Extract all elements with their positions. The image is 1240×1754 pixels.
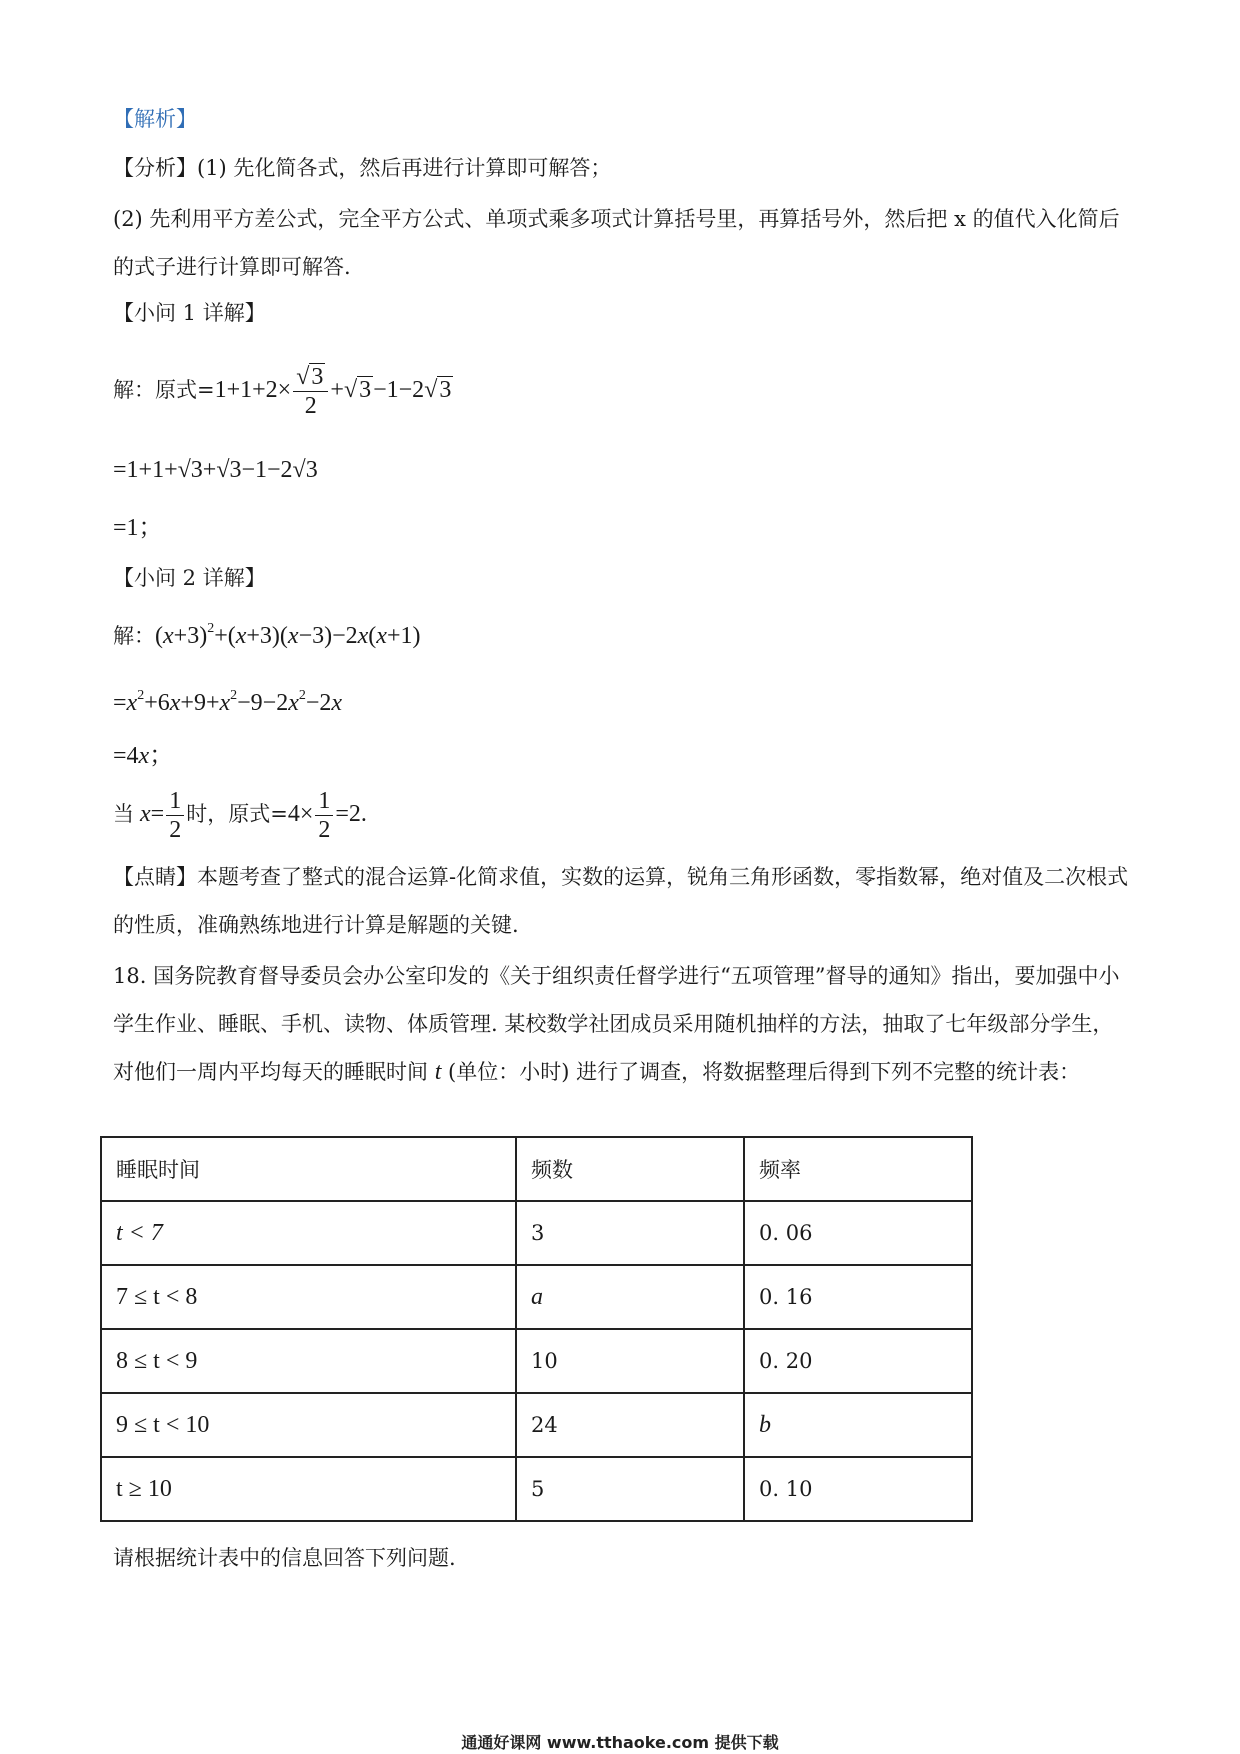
table-row xyxy=(101,1265,972,1329)
table-header-cell: 睡眠时间 xyxy=(101,1137,516,1201)
table-row xyxy=(101,1329,972,1393)
table-cell: 5 xyxy=(516,1457,744,1521)
table-row xyxy=(101,1457,972,1521)
table-row xyxy=(101,1393,972,1457)
table-cell: a xyxy=(516,1265,744,1329)
comment-paragraph: 【点睛】本题考查了整式的混合运算-化简求值，实数的运算，锐角三角形函数，零指数幂，绝对值及二次根式的性质，准确熟练地进行计算是解题的关键. xyxy=(113,865,1129,937)
q2-step-4-mid: 时，原式= xyxy=(186,802,288,826)
q1-step-1-prefix: 解：原式= xyxy=(113,378,215,402)
analysis-line-2: (2) 先利用平方差公式，完全平方公式、单项式乘多项式计算括号里，再算括号外，然后把 x 的值代入化简后的式子进行计算即可解答. xyxy=(113,207,1120,279)
one-half-fraction: $\frac{1}{2}$ xyxy=(166,787,184,844)
table-cell: 9 ≤ t < 10 xyxy=(101,1393,516,1457)
problem-18-text xyxy=(113,952,1133,1096)
table-row xyxy=(101,1201,972,1265)
q2-step-1-prefix: 解： xyxy=(113,624,155,648)
q2-step-4: 当 x= $\frac{1}{2}$ 时，原式=4× $\frac{1}{2}$ =2. xyxy=(113,788,367,843)
table-cell: 3 xyxy=(516,1201,744,1265)
table-cell: 10 xyxy=(516,1329,744,1393)
table-header-cell: 频率 xyxy=(744,1137,972,1201)
q2-step-2: $=x^2+6x+9+x^2-9-2x^2-2x$ xyxy=(113,688,343,716)
problem-18-text-a: 18. 国务院教育督导委员会办公室印发的《关于组织责任督学进行“五项管理”督导的通知》指出，要加强中小学生作业、睡眠、手机、读物、体质管理. 某校数学社团成员采用随机抽样的方法，抽取了七年级部分学生，对他们一周内平均每天的睡眠时间 xyxy=(113,964,1120,1084)
table-cell: t < 7 xyxy=(101,1201,516,1265)
sleep-time-statistics-table xyxy=(100,1136,973,1522)
problem-18-followup: 请根据统计表中的信息回答下列问题. xyxy=(113,1546,456,1570)
table-cell: t ≥ 10 xyxy=(101,1457,516,1521)
q2-step-1: 解：$(x+3)^2+(x+3)(x-3)-2x(x+1)$ xyxy=(113,621,421,649)
analysis-line-1: 【分析】(1) 先化简各式，然后再进行计算即可解答； xyxy=(113,156,612,180)
table-cell: 7 ≤ t < 8 xyxy=(101,1265,516,1329)
table-cell: b xyxy=(744,1393,972,1457)
footer-source: 通通好课网 www.tthaoke.com 提供下载 xyxy=(461,1733,779,1752)
table-cell: 24 xyxy=(516,1393,744,1457)
table-cell: 0. 10 xyxy=(744,1457,972,1521)
q1-step-1: 解：原式=1+1+2× $\frac{√3}{2}$ +√3−1−2√3 xyxy=(113,364,452,419)
table-cell: 0. 20 xyxy=(744,1329,972,1393)
variable-t: t xyxy=(434,1059,442,1085)
table-header-cell: 频数 xyxy=(516,1137,744,1201)
table-header-row xyxy=(101,1137,972,1201)
problem-18-text-b: (单位：小时) 进行了调查，将数据整理后得到下列不完整的统计表： xyxy=(448,1060,1081,1084)
q1-step-3: =1； xyxy=(113,515,163,541)
table-cell: 8 ≤ t < 9 xyxy=(101,1329,516,1393)
q2-step-4-prefix: 当 xyxy=(113,802,134,826)
one-half-fraction-2: $\frac{1}{2}$ xyxy=(315,787,333,844)
q2-step-3: =4x； xyxy=(113,743,174,769)
sqrt3-over-2-fraction: $\frac{√3}{2}$ xyxy=(293,363,328,420)
q1-step-2: =1+1+√3+√3−1−2√3 xyxy=(113,457,318,483)
table-cell: 0. 16 xyxy=(744,1265,972,1329)
q1-header: 【小问 1 详解】 xyxy=(113,301,266,325)
table-cell: 0. 06 xyxy=(744,1201,972,1265)
q2-header: 【小问 2 详解】 xyxy=(113,566,266,590)
analysis-label: 【解析】 xyxy=(113,107,197,131)
